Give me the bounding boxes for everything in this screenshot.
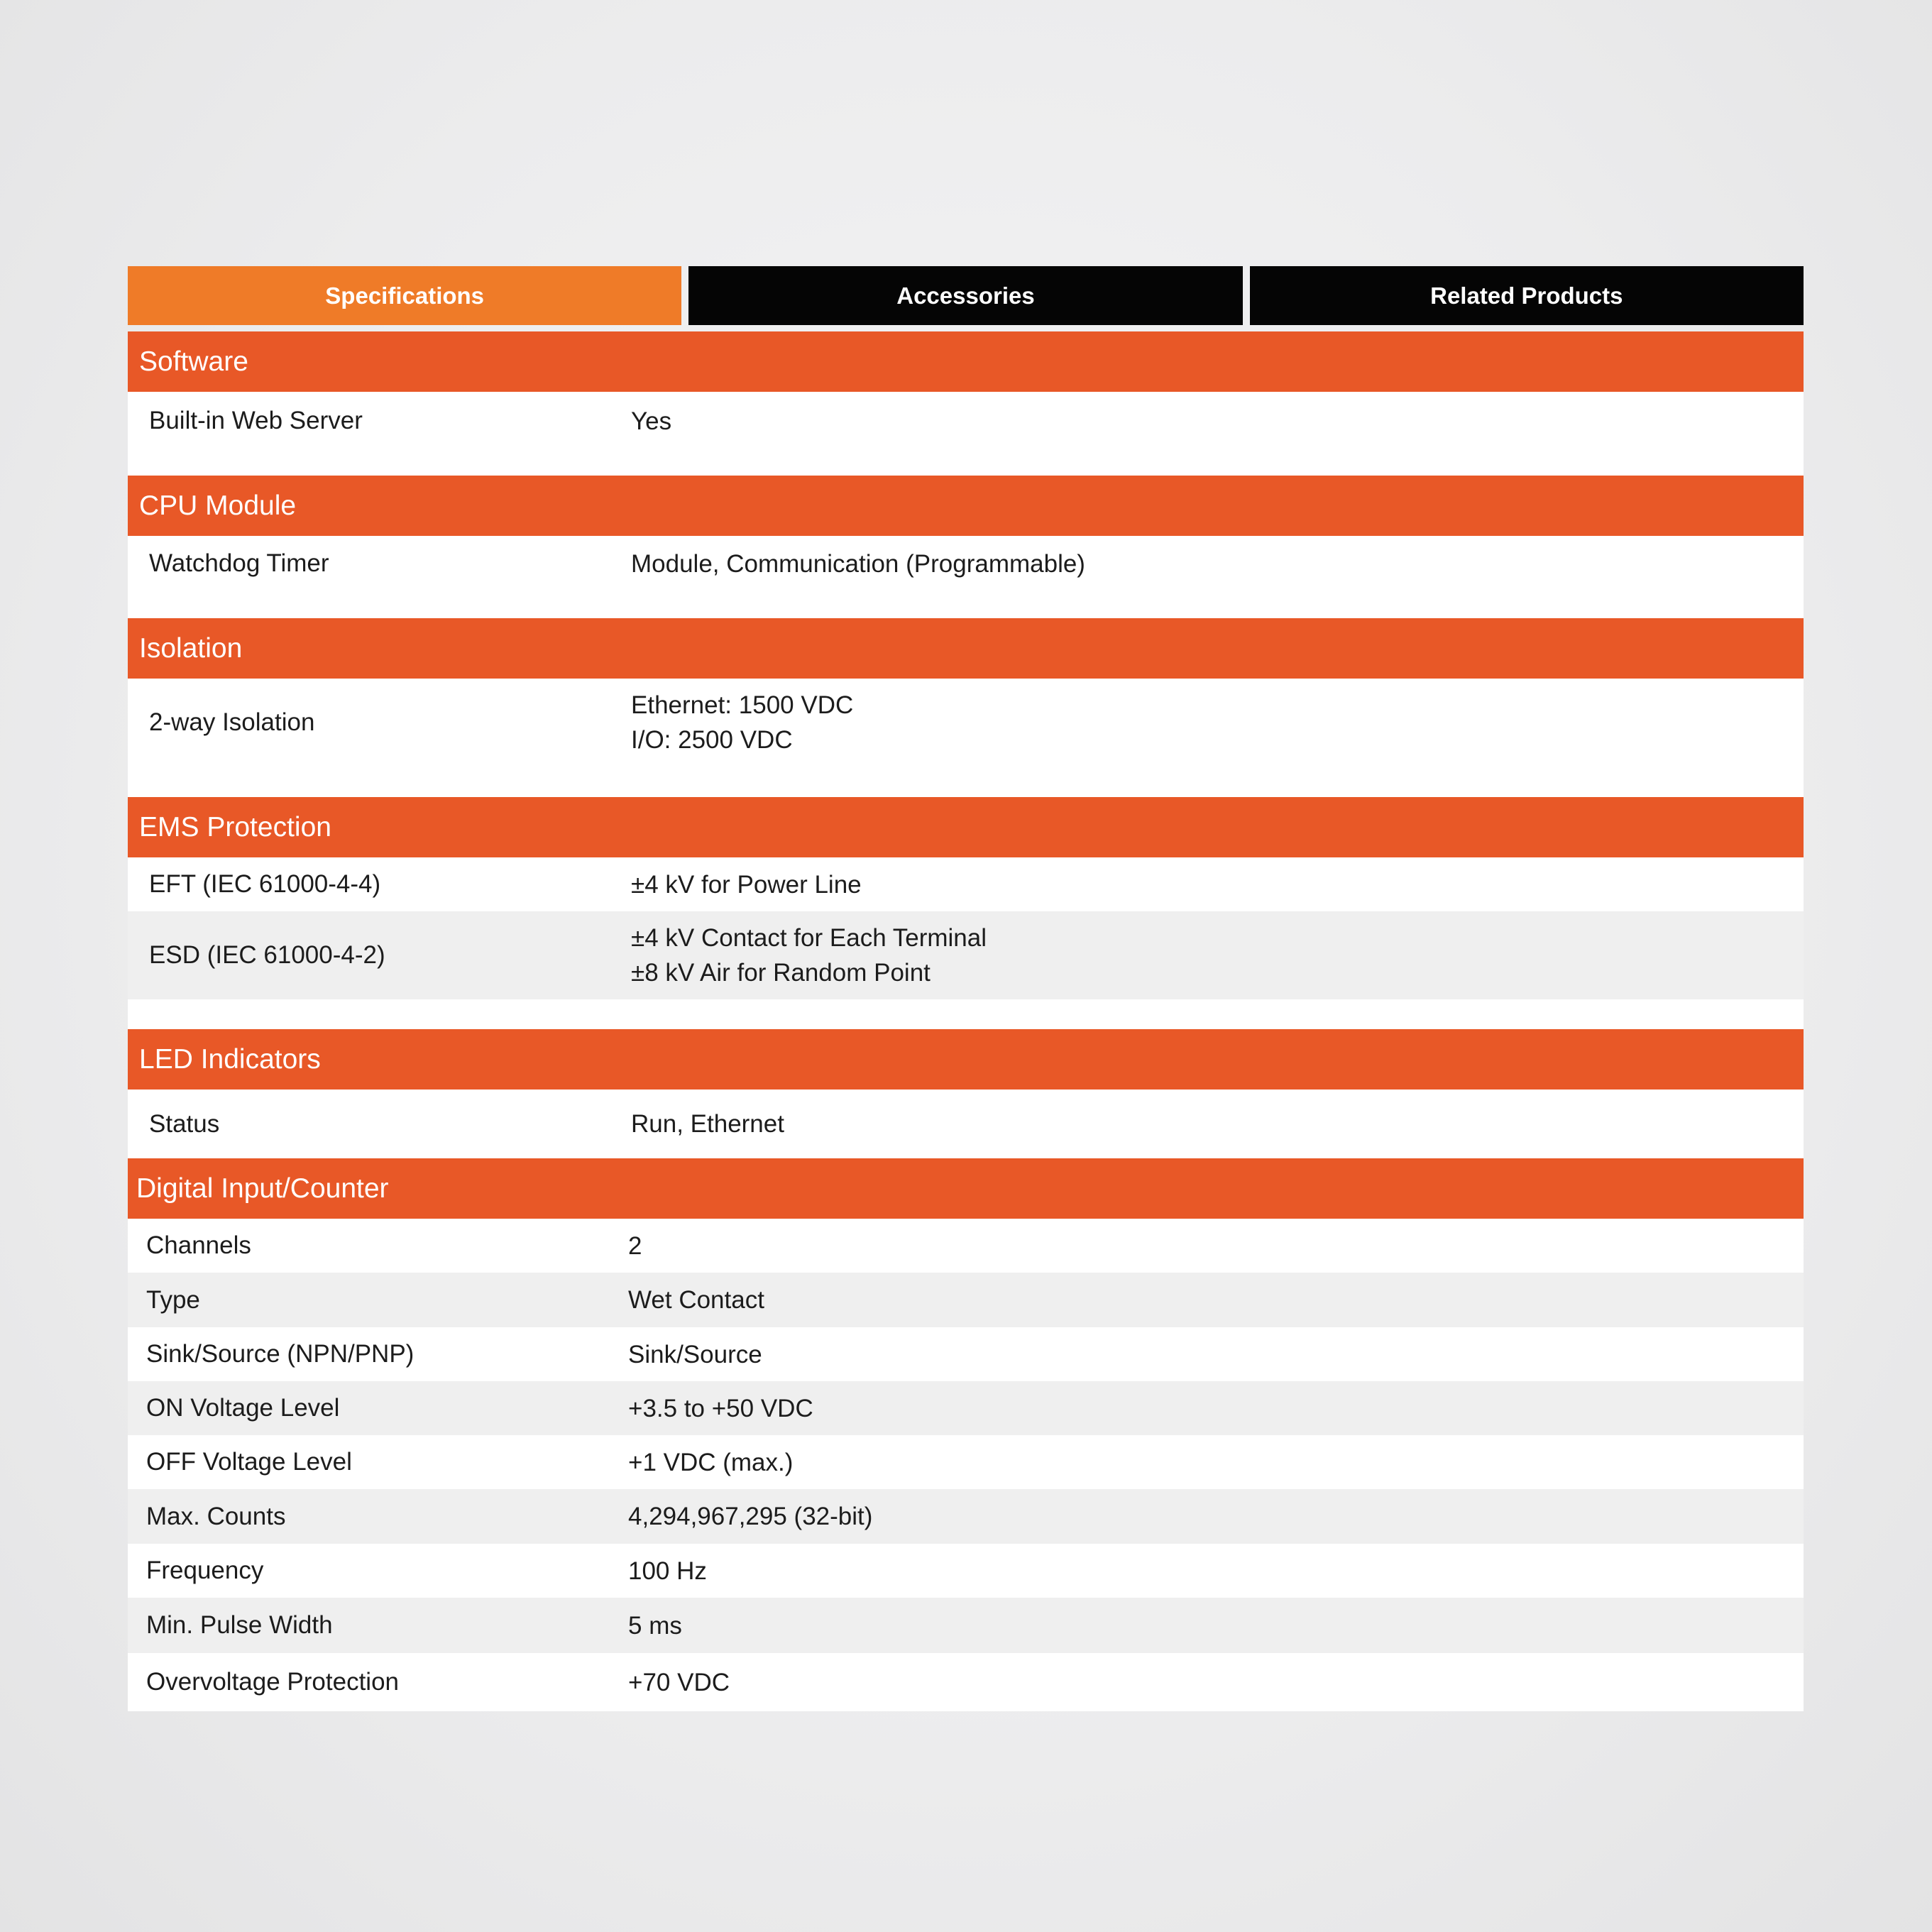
section-spacer bbox=[128, 450, 1804, 476]
spec-value: +1 VDC (max.) bbox=[628, 1448, 794, 1476]
spec-label: Min. Pulse Width bbox=[146, 1611, 333, 1639]
spec-label: ESD (IEC 61000-4-2) bbox=[149, 941, 385, 969]
section-spacer bbox=[128, 999, 1804, 1029]
section-spacer bbox=[128, 767, 1804, 797]
spec-label: Status bbox=[149, 1109, 220, 1138]
spec-value: Yes bbox=[631, 407, 672, 435]
spec-value: 2 bbox=[628, 1231, 642, 1260]
spec-row bbox=[128, 1381, 1804, 1435]
spec-value: ±4 kV Contact for Each Terminal ±8 kV Air for Random Point bbox=[631, 924, 987, 987]
section-led-indicators bbox=[128, 1029, 1804, 1158]
spec-value: Ethernet: 1500 VDC I/O: 2500 VDC bbox=[631, 691, 854, 754]
section-header: Digital Input/Counter bbox=[128, 1158, 1804, 1219]
spec-label: 2-way Isolation bbox=[149, 708, 315, 736]
section-spacer bbox=[128, 591, 1804, 618]
spec-label: ON Voltage Level bbox=[146, 1394, 340, 1422]
tab-accessories[interactable]: Accessories bbox=[688, 266, 1242, 325]
spec-value: +70 VDC bbox=[628, 1668, 730, 1696]
spec-value: Sink/Source bbox=[628, 1340, 762, 1368]
spec-label: Sink/Source (NPN/PNP) bbox=[146, 1340, 415, 1368]
spec-value: 5 ms bbox=[628, 1611, 682, 1640]
section-ems-protection bbox=[128, 797, 1804, 1029]
spec-row bbox=[128, 1219, 1804, 1273]
spec-label: OFF Voltage Level bbox=[146, 1448, 352, 1476]
spec-label: Type bbox=[146, 1285, 200, 1314]
spec-row bbox=[128, 1544, 1804, 1598]
spec-row bbox=[128, 1489, 1804, 1544]
spec-value: Module, Communication (Programmable) bbox=[631, 549, 1085, 578]
section-header: EMS Protection bbox=[128, 797, 1804, 857]
spec-panel bbox=[128, 266, 1804, 1711]
spec-value: 4,294,967,295 (32-bit) bbox=[628, 1503, 873, 1530]
spec-row bbox=[128, 857, 1804, 911]
spec-label: Channels bbox=[146, 1231, 251, 1259]
section-header: LED Indicators bbox=[128, 1029, 1804, 1090]
spec-value: ±4 kV for Power Line bbox=[631, 870, 862, 899]
spec-value: 100 Hz bbox=[628, 1557, 707, 1585]
spec-label: Watchdog Timer bbox=[149, 549, 329, 577]
spec-row bbox=[128, 1273, 1804, 1327]
section-digital-input-counter bbox=[128, 1158, 1804, 1711]
spec-label: Max. Counts bbox=[146, 1502, 286, 1530]
section-header: CPU Module bbox=[128, 476, 1804, 536]
tab-specifications[interactable]: Specifications bbox=[128, 266, 681, 325]
tab-related-products[interactable]: Related Products bbox=[1250, 266, 1804, 325]
section-header: Isolation bbox=[128, 618, 1804, 679]
spec-row bbox=[128, 1435, 1804, 1489]
spec-row bbox=[128, 911, 1804, 999]
spec-value: +3.5 to +50 VDC bbox=[628, 1394, 813, 1422]
spec-row bbox=[128, 1090, 1804, 1158]
spec-value: Wet Contact bbox=[628, 1286, 764, 1314]
spec-row bbox=[128, 1598, 1804, 1653]
spec-row bbox=[128, 392, 1804, 450]
section-isolation bbox=[128, 618, 1804, 797]
spec-row bbox=[128, 1327, 1804, 1381]
spec-row bbox=[128, 1653, 1804, 1711]
section-cpu-module bbox=[128, 476, 1804, 618]
spec-value: Run, Ethernet bbox=[631, 1110, 784, 1138]
spec-label: EFT (IEC 61000-4-4) bbox=[149, 870, 381, 898]
section-software bbox=[128, 331, 1804, 476]
spec-label: Built-in Web Server bbox=[149, 407, 363, 434]
spec-label: Overvoltage Protection bbox=[146, 1668, 400, 1696]
spec-row bbox=[128, 536, 1804, 591]
spec-label: Frequency bbox=[146, 1557, 264, 1584]
section-header: Software bbox=[128, 331, 1804, 392]
tab-bar bbox=[128, 266, 1804, 325]
spec-row bbox=[128, 679, 1804, 767]
